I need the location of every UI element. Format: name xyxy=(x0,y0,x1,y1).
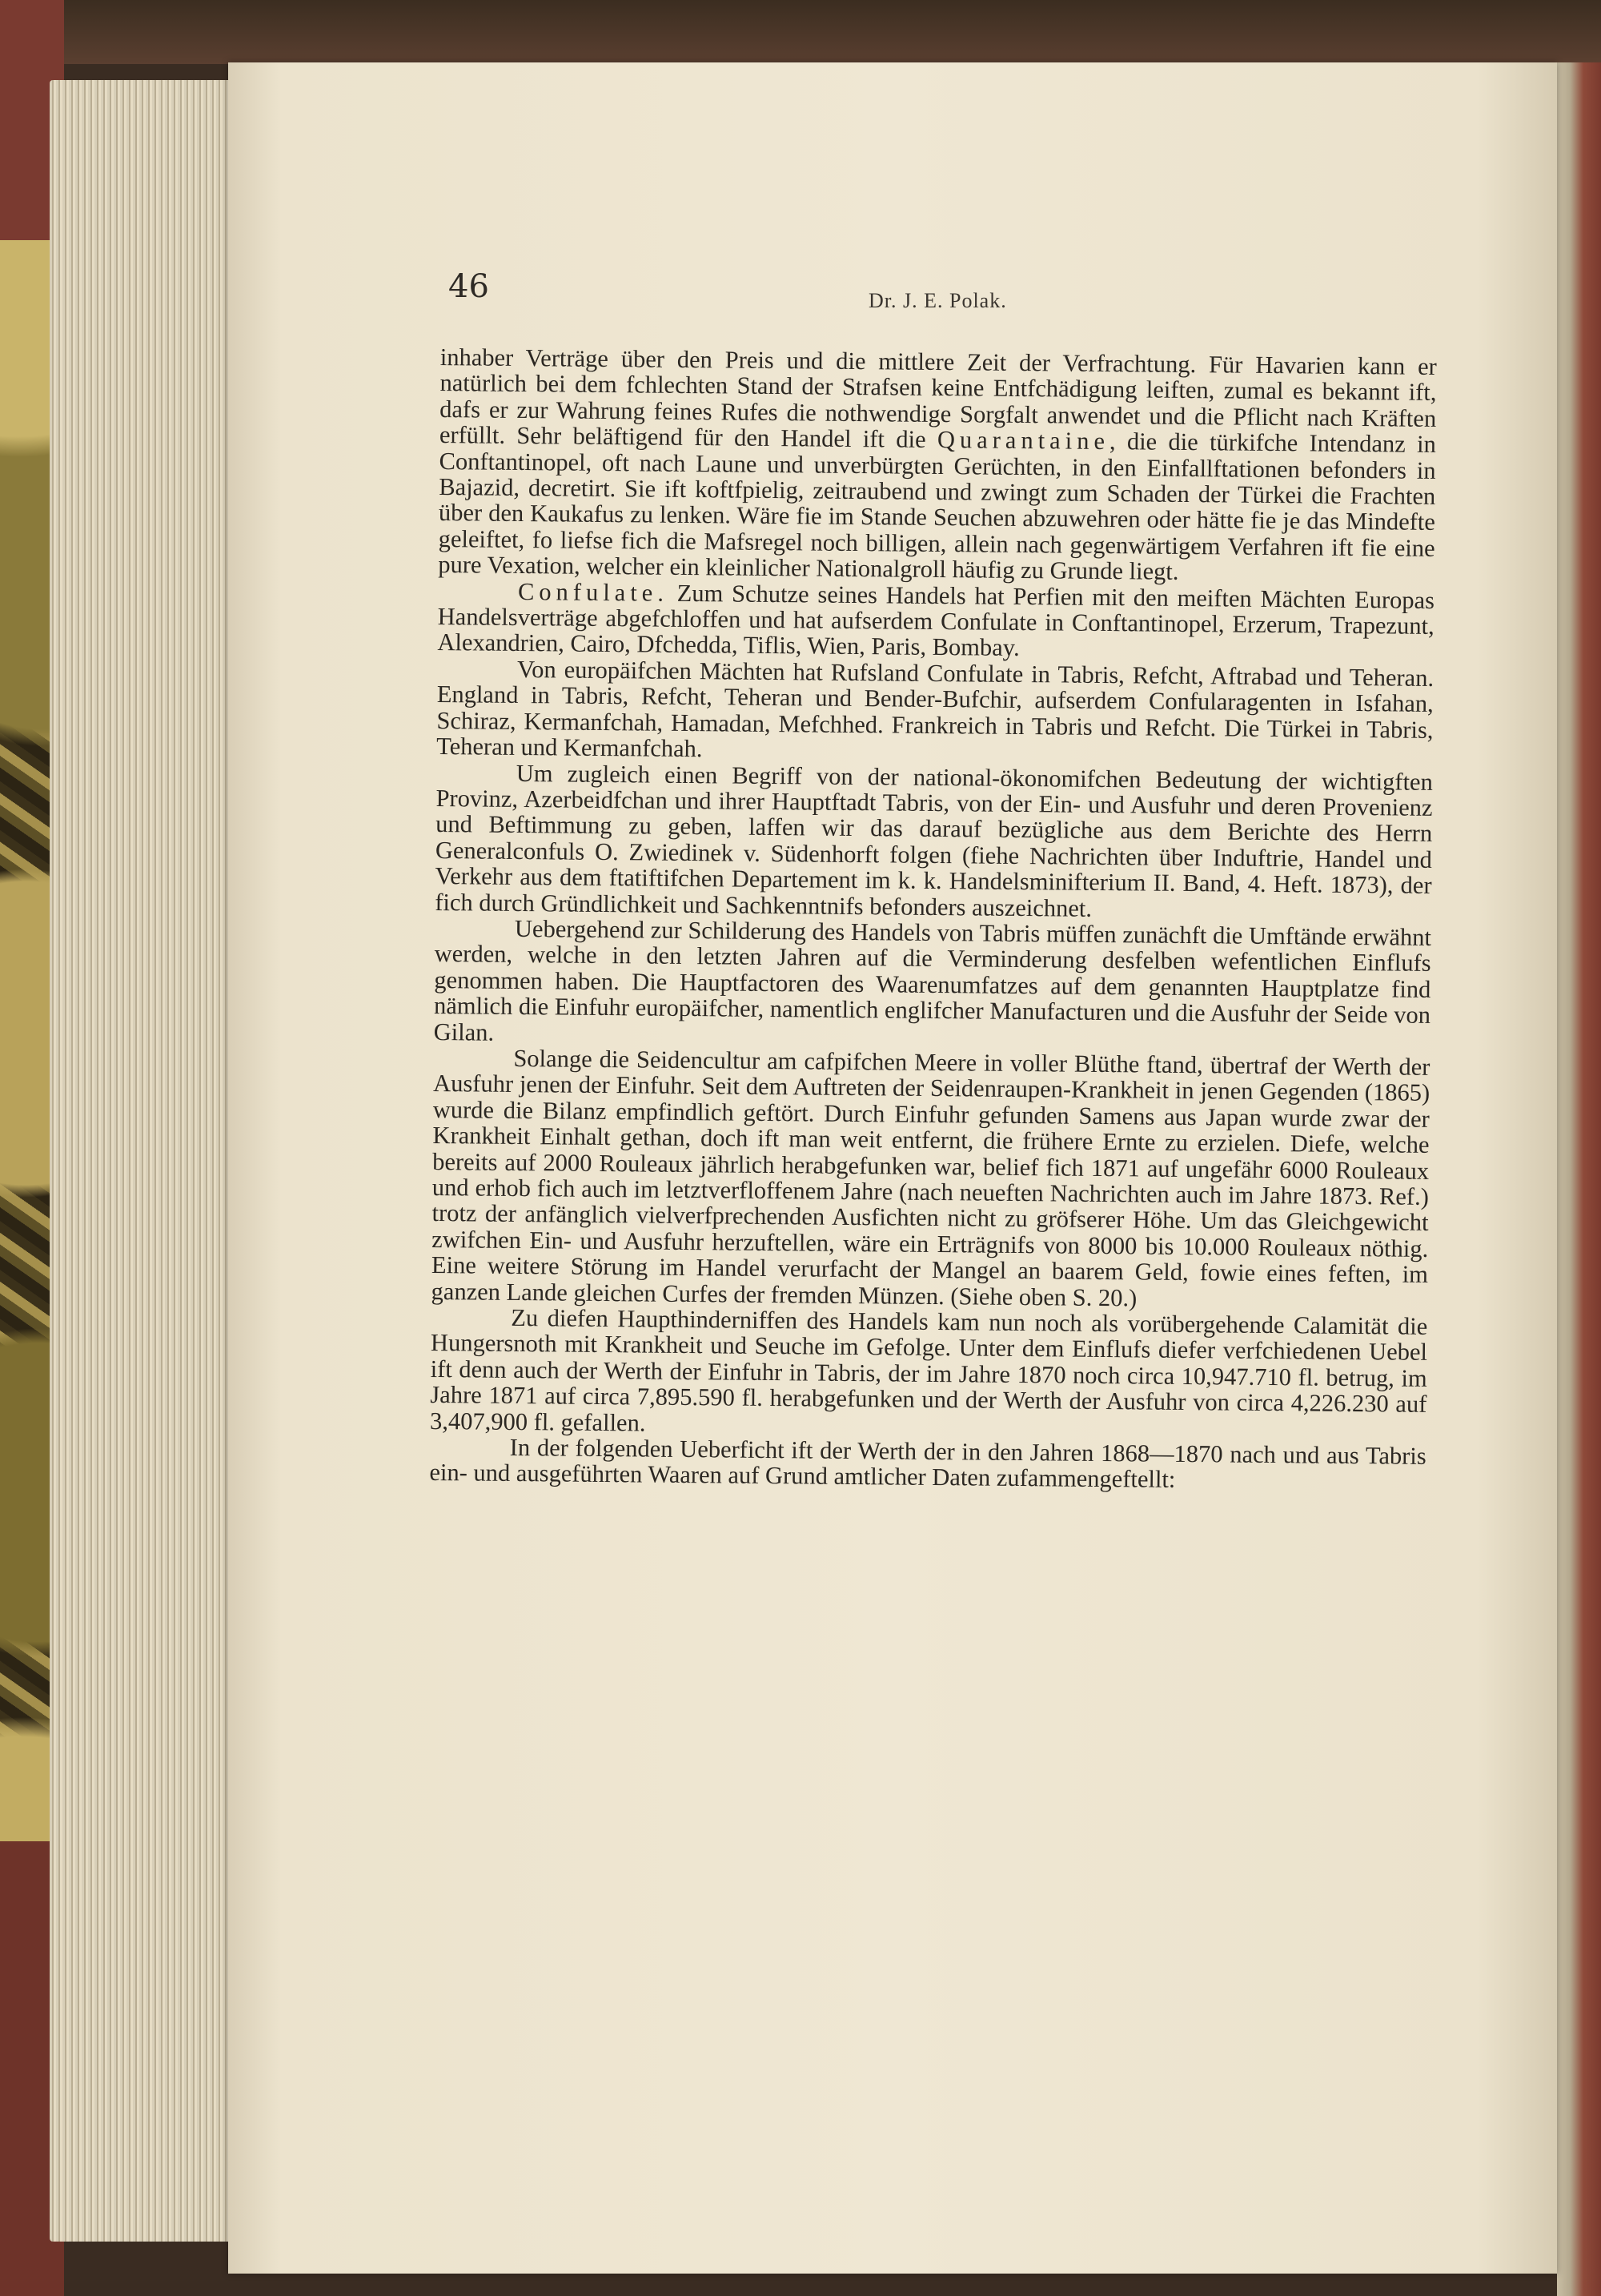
scan-background-top xyxy=(0,0,1601,64)
body-text xyxy=(429,344,1437,1495)
paragraph: inhaber Verträge über den Preis und die mittlere Zeit der Verfrachtung. Für Havarien kann er natürlich bei dem fchlechten Stand der Strafsen keine Entfchädigung leiften, zumal es bekannt ift, dafs er zur Wahrung feines Rufes die nothwendige Sorgfalt anwendet und die Pflicht nach Kräften erfüllt. Sehr beläftigend für den Handel ift die Quarantaine, die die türkifche Intendanz in Conftantinopel, oft nach Laune und unverbürgten Gerüchten, in den Einfallftationen befonders in Bajazid, decretirt. Sie ift koftfpielig, zeitraubend und zwingt zum Schaden der Türkei die Frachten über den Kaukafus zu lenken. Wäre fie im Stande Seuchen abzuwehren oder hätte fie je das Mindefte geleiftet, fo liefse fich die Mafsregel noch billigen, allein nach gegenwärtigem Verfahren ift fie eine pure Vexation, welcher ein kleinlicher Nationalgroll häufig zu Grunde liegt. xyxy=(438,343,1437,586)
right-board xyxy=(1557,62,1601,2296)
paragraph: Solange die Seidencultur am cafpifchen Meere in voller Blüthe ftand, übertraf der Werth der Ausfuhr jenen der Einfuhr. Seit dem Auftreten der Seidenraupen-Krankheit in jenen Gegenden (1865) wurde die Bilanz empfindlich geftört. Durch Einfuhr gefunden Samens aus Japan wurde zwar der Krankheit Einhalt gethan, doch ift man weit entfernt, die frühere Ernte zu erzielen. Diefe, welche bereits auf 2000 Rouleaux jährlich herabgefunken war, belief fich 1871 auf ungefähr 6000 Rouleaux und erhob fich auch im letztverfloffenem Jahre (nach neueften Nachrichten auch im Jahre 1873. Ref.) trotz der anfänglich vielverfprechenden Ausfichten nicht zu gröfserer Höhe. Um das Gleichgewicht zwifchen Ein- und Ausfuhr herzuftellen, wäre ein Erträgnifs von 8000 bis 10.000 Rouleaux nöthig. Eine weitere Störung im Handel verurfacht der Mangel an baarem Geld, fowie eines feften, im ganzen Lande gleichen Curfes der fremden Münzen. (Siehe oben S. 20.) xyxy=(431,1044,1430,1312)
page-header xyxy=(448,268,1449,316)
paragraph: Um zugleich einen Begriff von der national-ökonomifchen Bedeutung der wichtigften Provinz, Azerbeidfchan und ihrer Hauptftadt Tabris, von der Ein- und Ausfuhr und deren Provenienz und Beftimmung zu geben, laffen wir das darauf bezügliche aus dem Berichte des Herrn Generalconfuls O. Zwiedinek v. Südenhorft folgen (fiehe Nachrichten über Induftrie, Handel und Verkehr aus dem ftatiftifchen Departement im k. k. Handelsminifterium II. Band, 4. Heft. 1873), der fich durch Gründlichkeit und Sachkenntnifs befonders auszeichnet. xyxy=(435,759,1433,922)
page-number: 46 xyxy=(448,268,489,305)
paragraph: Uebergehend zur Schilderung des Handels von Tabris müffen zunächft die Umftände erwähnt werden, welche in den letzten Jahren auf die Verminderung desfelben wefentlichen Einflufs genommen haben. Die Hauptfactoren des Waarenumfatzes auf dem genannten Hauptplatze find nämlich die Einfuhr europäifcher, namentlich englifcher Manufacturen und die Ausfuhr der Seide von Gilan. xyxy=(433,914,1432,1046)
paragraph: Confulate. Zum Schutze seines Handels hat Perfien mit den meiften Mächten Europas Handelsverträge abgefchloffen und hat aufserdem Confulate in Conftantinopel, Erzerum, Trapezunt, Alexandrien, Cairo, Dfchedda, Tiflis, Wien, Paris, Bombay. xyxy=(437,577,1435,662)
page-edges xyxy=(50,80,234,2242)
running-head: Dr. J. E. Polak. xyxy=(869,289,1007,312)
paragraph: Zu diefen Haupthinderniffen des Handels kam nun noch als vorübergehende Calamität die Hungersnoth mit Krankheit und Seuche im Gefolge. Unter dem Einflufs diefer verfchiedenen Uebel ift denn auch der Werth der Einfuhr in Tabris, der im Jahre 1870 noch circa 10,947.710 fl. betrug, im Jahre 1871 auf circa 7,895.590 fl. herabgefunken und der Werth der Ausfuhr von circa 4,226.230 auf 3,407,900 fl. gefallen. xyxy=(429,1303,1428,1437)
paragraph: Von europäifchen Mächten hat Rufsland Confulate in Tabris, Refcht, Aftrabad und Teheran. England in Tabris, Refcht, Teheran und Bender-Bufchir, aufserdem Confularagenten in Isfahan, Schiraz, Kermanfchah, Hamadan, Mefchhed. Frankreich in Tabris und Refcht. Die Türkei in Tabris, Teheran und Kermanfchah. xyxy=(436,655,1434,763)
section-lead: Confulate. xyxy=(517,577,669,607)
emphasized-term: Quarantaine xyxy=(937,426,1110,456)
paragraph: In der folgenden Ueberficht ift der Werth der in den Jahren 1868—1870 nach und aus Tabris ein- und ausgeführten Waaren auf Grund amtlicher Daten zufammengeftellt: xyxy=(429,1433,1426,1494)
